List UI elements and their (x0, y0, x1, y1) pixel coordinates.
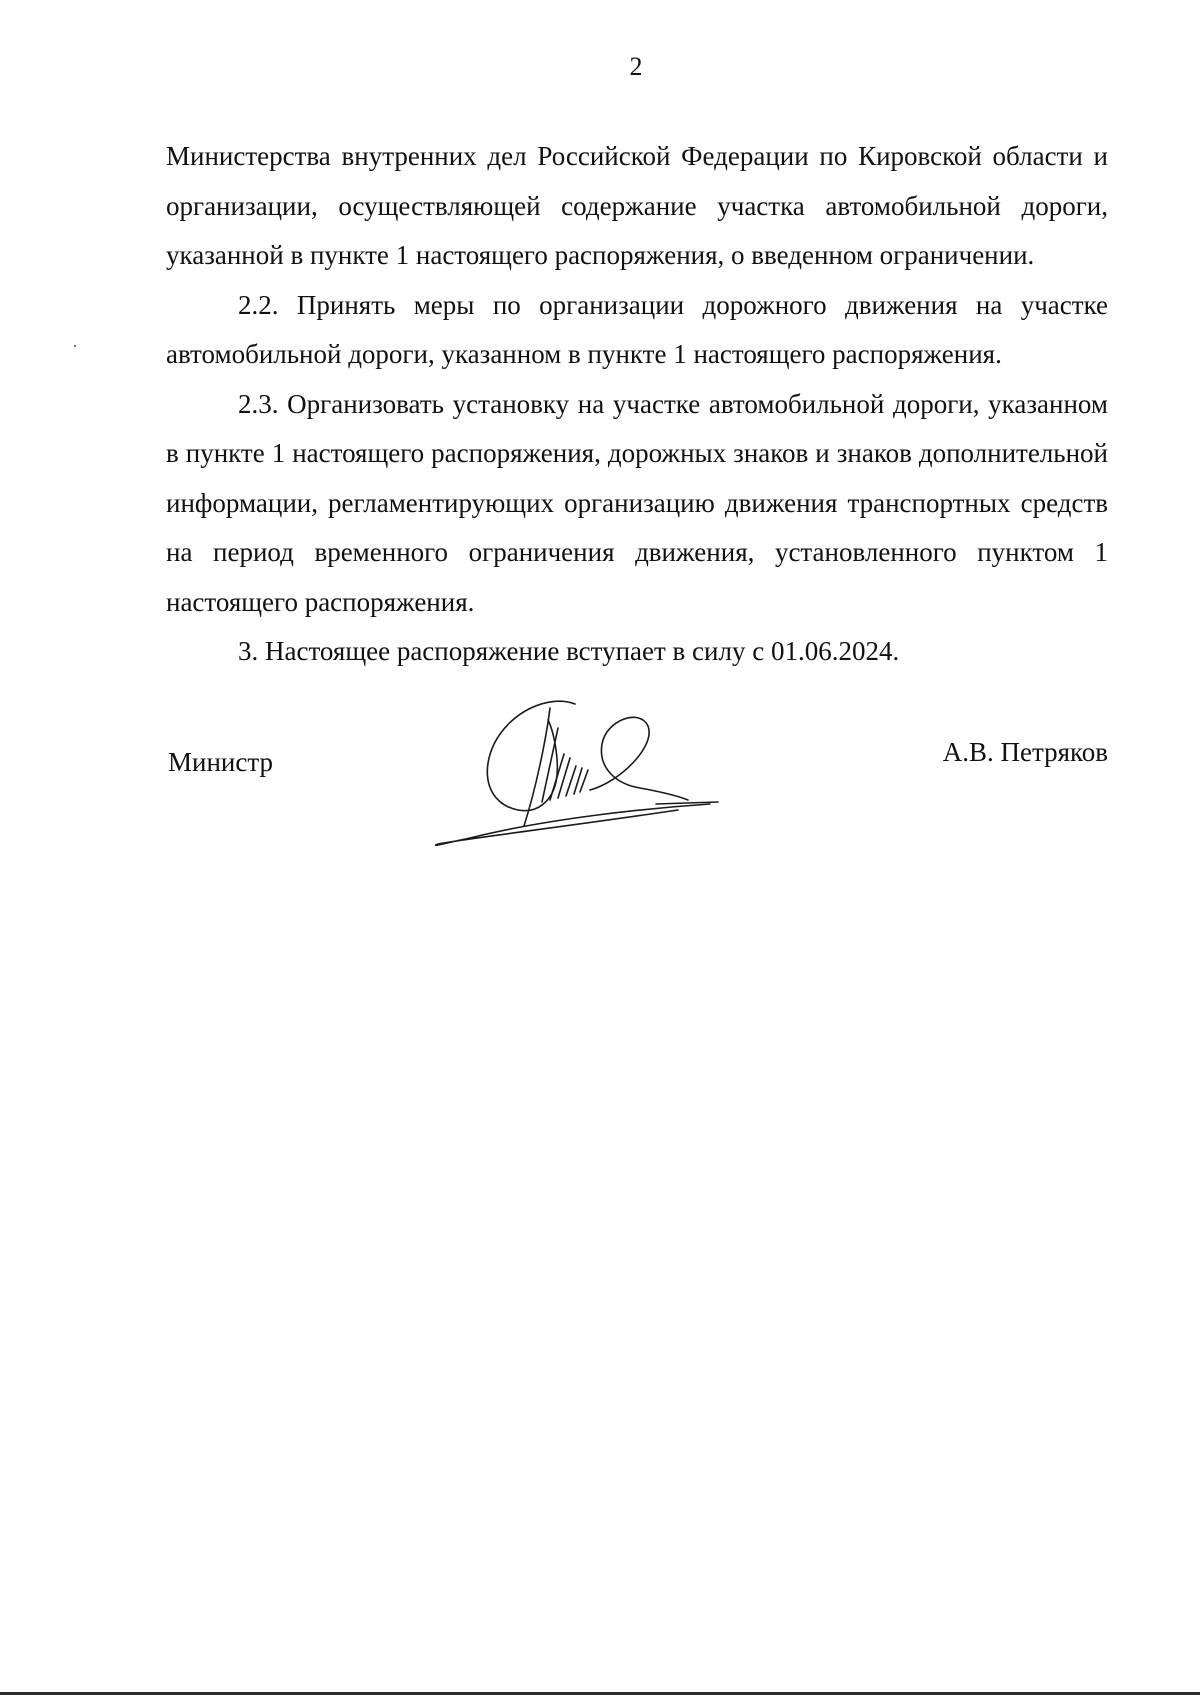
signer-position: Министр (168, 747, 273, 777)
handwritten-signature-icon (430, 692, 720, 852)
paragraph-ministry-notification: Министерства внутренних дел Российской Федерации по Кировской области и организации, осуществляющей содержание участка автомобильной дороги, указанной в пункте 1 настоящего распоряжения, о введенном ограничении. (166, 141, 1108, 270)
signer-name: А.В. Петряков (942, 737, 1108, 767)
page-number: 2 (629, 52, 643, 81)
scan-speck (74, 345, 76, 347)
paragraph-3: 3. Настоящее распоряжение вступает в силу с 01.06.2024. (238, 636, 900, 666)
document-body (166, 132, 1108, 677)
paragraph-2-3: 2.3. Организовать установку на участке автомобильной дороги, указанном в пункте 1 настоящего распоряжения, дорожных знаков и знаков дополнительной информации, регламентирующих организацию движения транспортных средств на период временного ограничения движения, установленного пунктом 1 настоящего распоряжения. (166, 388, 1108, 617)
paragraph-2-2: 2.2. Принять меры по организации дорожного движения на участке автомобильной дороги, указанном в пункте 1 настоящего распоряжения. (166, 289, 1108, 369)
